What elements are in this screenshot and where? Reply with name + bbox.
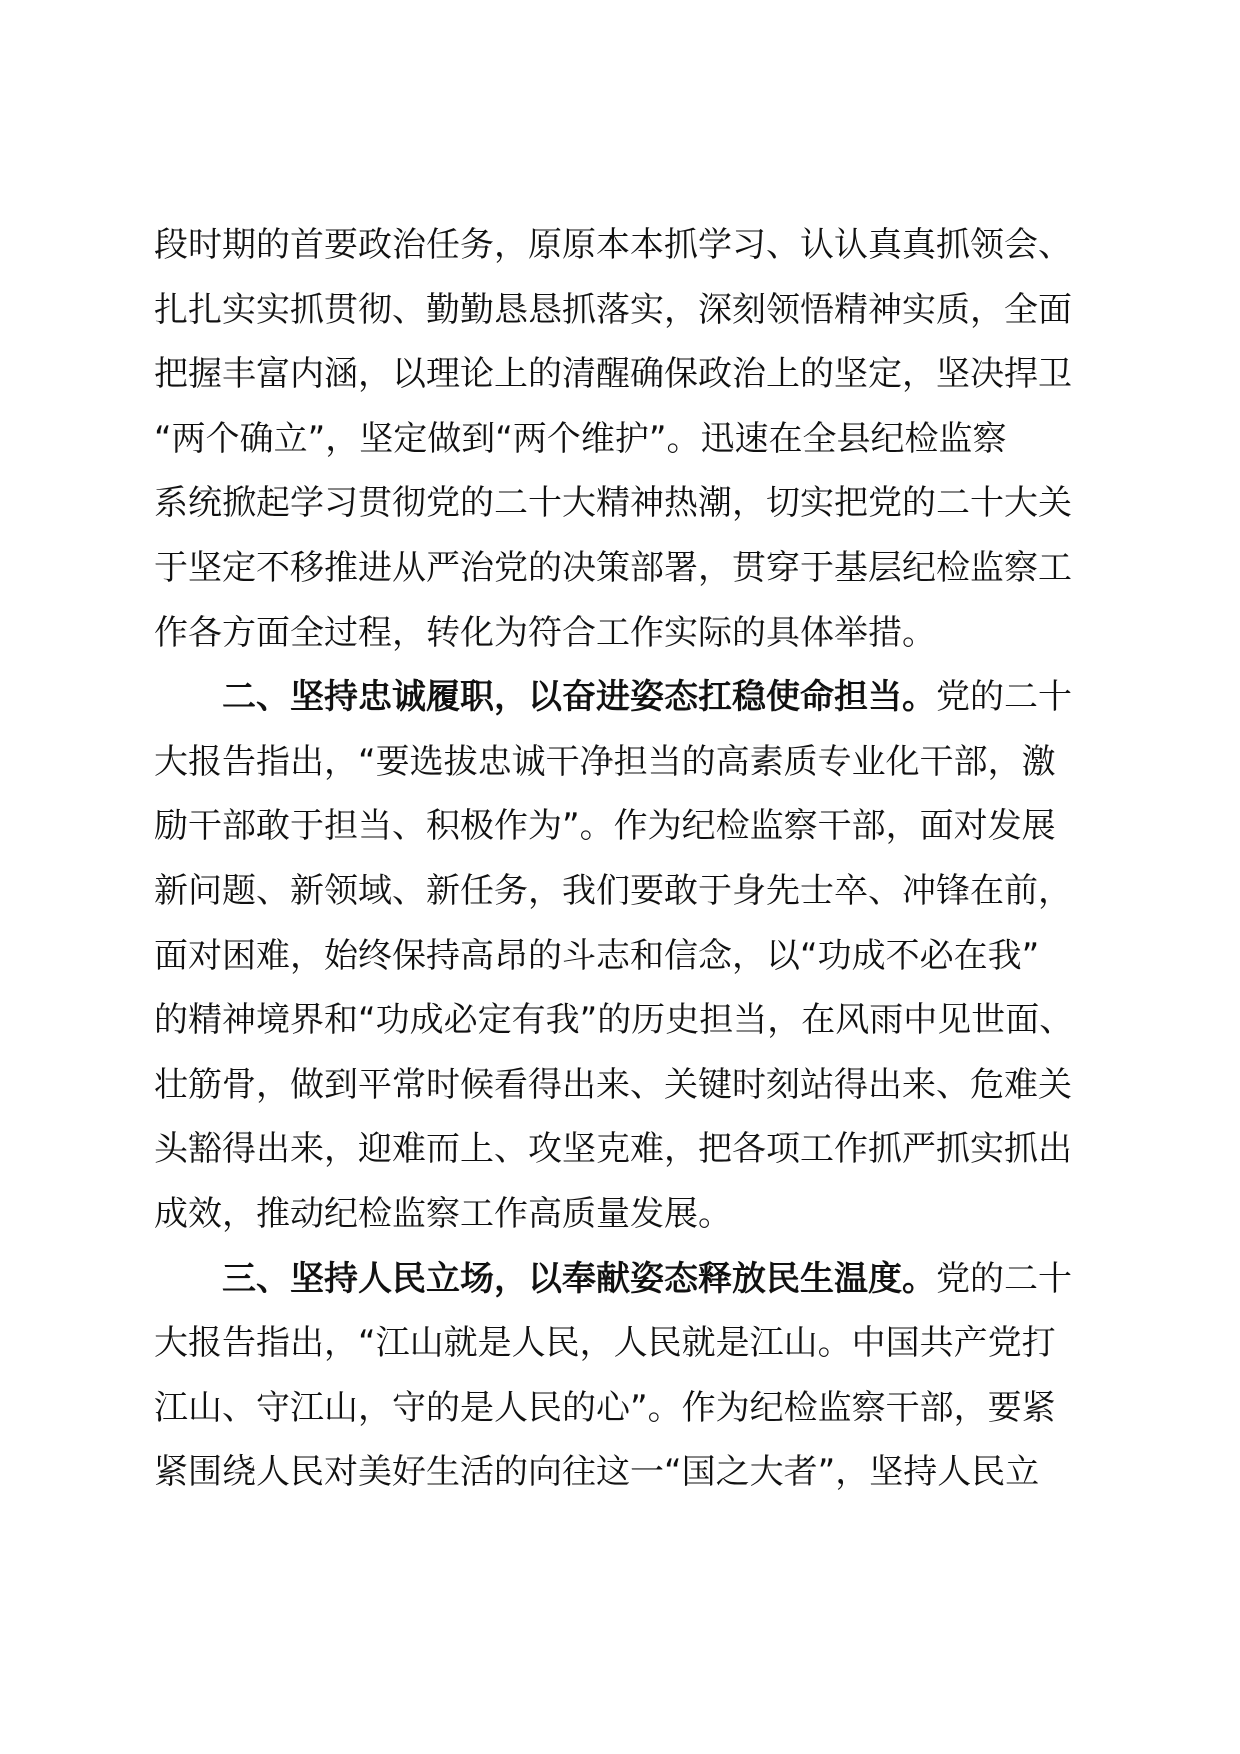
paragraph-line: “两个确立”，坚定做到“两个维护”。迅速在全县纪检监察 [154,418,1007,459]
section-heading-line [154,665,1114,730]
section-heading: 二、坚持忠诚履职，以奋进姿态扛稳使命担当。 [222,677,936,718]
paragraph-line: 于坚定不移推进从严治党的决策部署，贯穿于基层纪检监察工 [154,547,1072,588]
section-heading: 三、坚持人民立场，以奉献姿态释放民生温度。 [222,1258,936,1299]
section-heading-continuation: 党的二十 [936,677,1072,718]
paragraph-line: 成效，推动纪检监察工作高质量发展。 [154,1193,732,1234]
paragraph-line: 扎扎实实抓贯彻、勤勤恳恳抓落实，深刻领悟精神实质，全面 [154,289,1072,330]
paragraph-line: 头豁得出来，迎难而上、攻坚克难，把各项工作抓严抓实抓出 [154,1129,1072,1170]
paragraph-line: 段时期的首要政治任务，原原本本抓学习、认认真真抓领会、 [154,225,1072,265]
paragraph-line: 励干部敢于担当、积极作为”。作为纪检监察干部，面对发展 [154,806,1056,847]
paragraph-line: 紧围绕人民对美好生活的向往这一“国之大者”，坚持人民立 [154,1452,1040,1493]
section-heading-line [154,1247,1114,1312]
paragraph-line: 把握丰富内涵，以理论上的清醒确保政治上的坚定，坚决捍卫 [154,354,1072,395]
paragraph-line: 江山、守江山，守的是人民的心”。作为纪检监察干部，要紧 [154,1387,1056,1428]
paragraph-line: 大报告指出，“要选拔忠诚干净担当的高素质专业化干部，激 [154,741,1056,782]
paragraph-line: 系统掀起学习贯彻党的二十大精神热潮，切实把党的二十大关 [154,483,1072,524]
paragraph-line: 壮筋骨，做到平常时候看得出来、关键时刻站得出来、危难关 [154,1064,1072,1105]
paragraph-line: 的精神境界和“功成必定有我”的历史担当，在风雨中见世面、 [154,1000,1074,1041]
paragraph-line: 作各方面全过程，转化为符合工作实际的具体举措。 [154,612,936,653]
section-heading-continuation: 党的二十 [936,1258,1072,1299]
paragraph-line: 新问题、新领域、新任务，我们要敢于身先士卒、冲锋在前， [154,870,1072,911]
document-body [154,213,1114,1505]
paragraph-line: 大报告指出，“江山就是人民，人民就是江山。中国共产党打 [154,1323,1056,1364]
paragraph-line: 面对困难，始终保持高昂的斗志和信念，以“功成不必在我” [154,935,1040,976]
